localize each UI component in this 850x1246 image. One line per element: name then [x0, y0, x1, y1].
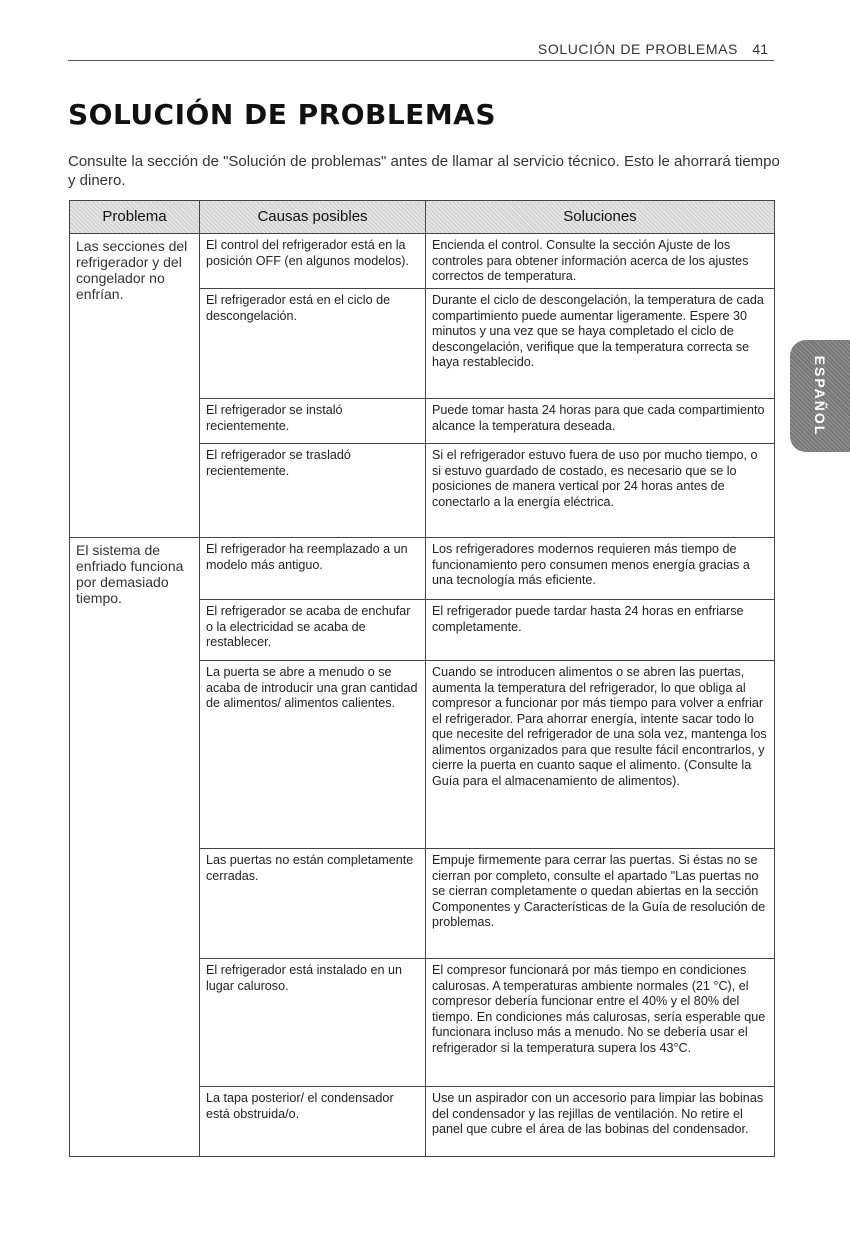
- solution-cell: El compresor funcionará por más tiempo en condiciones calurosas. A temperaturas ambiente normales (21 °C), el compresor debería funcionar entre el 40% y el 80% del tiempo. En condiciones más calurosas, sería esperable que funcionara incluso más a menudo. No se debería usar el refrigerador si la temperatura supera los 43°C.: [426, 959, 775, 1087]
- intro-text: Consulte la sección de "Solución de problemas" antes de llamar al servicio técnico. Esto le ahorrará tiempo y dinero.: [68, 153, 780, 189]
- header-problema: Problema: [70, 201, 200, 234]
- language-side-tab: [790, 340, 850, 452]
- header-causas-posibles: Causas posibles: [200, 201, 426, 234]
- cause-cell: El control del refrigerador está en la posición OFF (en algunos modelos).: [200, 234, 426, 289]
- header-rule: [68, 60, 774, 61]
- cause-cell: El refrigerador está instalado en un lugar caluroso.: [200, 959, 426, 1087]
- solution-cell: Durante el ciclo de descongelación, la temperatura de cada compartimiento puede aumentar ligeramente. Espere 30 minutos y una vez que se haya completado el ciclo de descongelación, verifique que la temperatura correcta se haya restablecido.: [426, 289, 775, 399]
- cause-cell: El refrigerador se trasladó recientemente.: [200, 444, 426, 538]
- cause-cell: La tapa posterior/ el condensador está obstruida/o.: [200, 1087, 426, 1157]
- solution-cell: Si el refrigerador estuvo fuera de uso por mucho tiempo, o si estuvo guardado de costado, es necesario que se lo posiciones de manera vertical por 24 horas antes de conectarlo a la energía eléctrica.: [426, 444, 775, 538]
- cause-cell: El refrigerador se acaba de enchufar o la electricidad se acaba de restablecer.: [200, 600, 426, 661]
- solution-cell: Cuando se introducen alimentos o se abren las puertas, aumenta la temperatura del refrigerador, lo que obliga al compresor a funcionar por más tiempo para volver a enfriar el refrigerador. Para ahorrar energía, intente sacar todo lo que necesite del refrigerador de una sola vez, mantenga los alimentos organizados para que resulte fácil encontrarlos, y cierre la puerta en cuanto saque el alimento. (Consulte la Guía para el almacenamiento de alimentos).: [426, 661, 775, 849]
- problem-cell: El sistema de enfriado funciona por demasiado tiempo.: [70, 538, 200, 1157]
- header-soluciones: Soluciones: [426, 201, 775, 234]
- cause-cell: Las puertas no están completamente cerradas.: [200, 849, 426, 959]
- troubleshooting-table: [69, 200, 775, 1157]
- cause-cell: El refrigerador se instaló recientemente.: [200, 399, 426, 444]
- page-number: 41: [752, 41, 768, 57]
- solution-cell: Use un aspirador con un accesorio para limpiar las bobinas del condensador y las rejillas de ventilación. No retire el panel que cubre el área de las bobinas del condensador.: [426, 1087, 775, 1157]
- running-title: SOLUCIÓN DE PROBLEMAS: [537, 41, 738, 57]
- solution-cell: Encienda el control. Consulte la sección Ajuste de los controles para obtener información acerca de los ajustes correctos de temperatura.: [426, 234, 775, 289]
- table-row: [70, 538, 775, 600]
- solution-cell: El refrigerador puede tardar hasta 24 horas en enfriarse completamente.: [426, 600, 775, 661]
- table-header-row: [70, 201, 775, 234]
- language-tab-label: ESPAÑOL: [812, 355, 828, 437]
- solution-cell: Los refrigeradores modernos requieren más tiempo de funcionamiento pero consumen menos energía gracias a una tecnología más eficiente.: [426, 538, 775, 600]
- solution-cell: Empuje firmemente para cerrar las puertas. Si éstas no se cierran por completo, consulte el apartado "Las puertas no se cierran completamente o quedan abiertas en la sección Componentes y Características de la Guía de resolución de problemas.: [426, 849, 775, 959]
- solution-cell: Puede tomar hasta 24 horas para que cada compartimiento alcance la temperatura deseada.: [426, 399, 775, 444]
- page-title: SOLUCIÓN DE PROBLEMAS: [68, 98, 497, 131]
- problem-cell: Las secciones del refrigerador y del congelador no enfrían.: [70, 234, 200, 538]
- cause-cell: El refrigerador está en el ciclo de descongelación.: [200, 289, 426, 399]
- cause-cell: La puerta se abre a menudo o se acaba de introducir una gran cantidad de alimentos/ alimentos calientes.: [200, 661, 426, 849]
- table-row: [70, 234, 775, 289]
- cause-cell: El refrigerador ha reemplazado a un modelo más antiguo.: [200, 538, 426, 600]
